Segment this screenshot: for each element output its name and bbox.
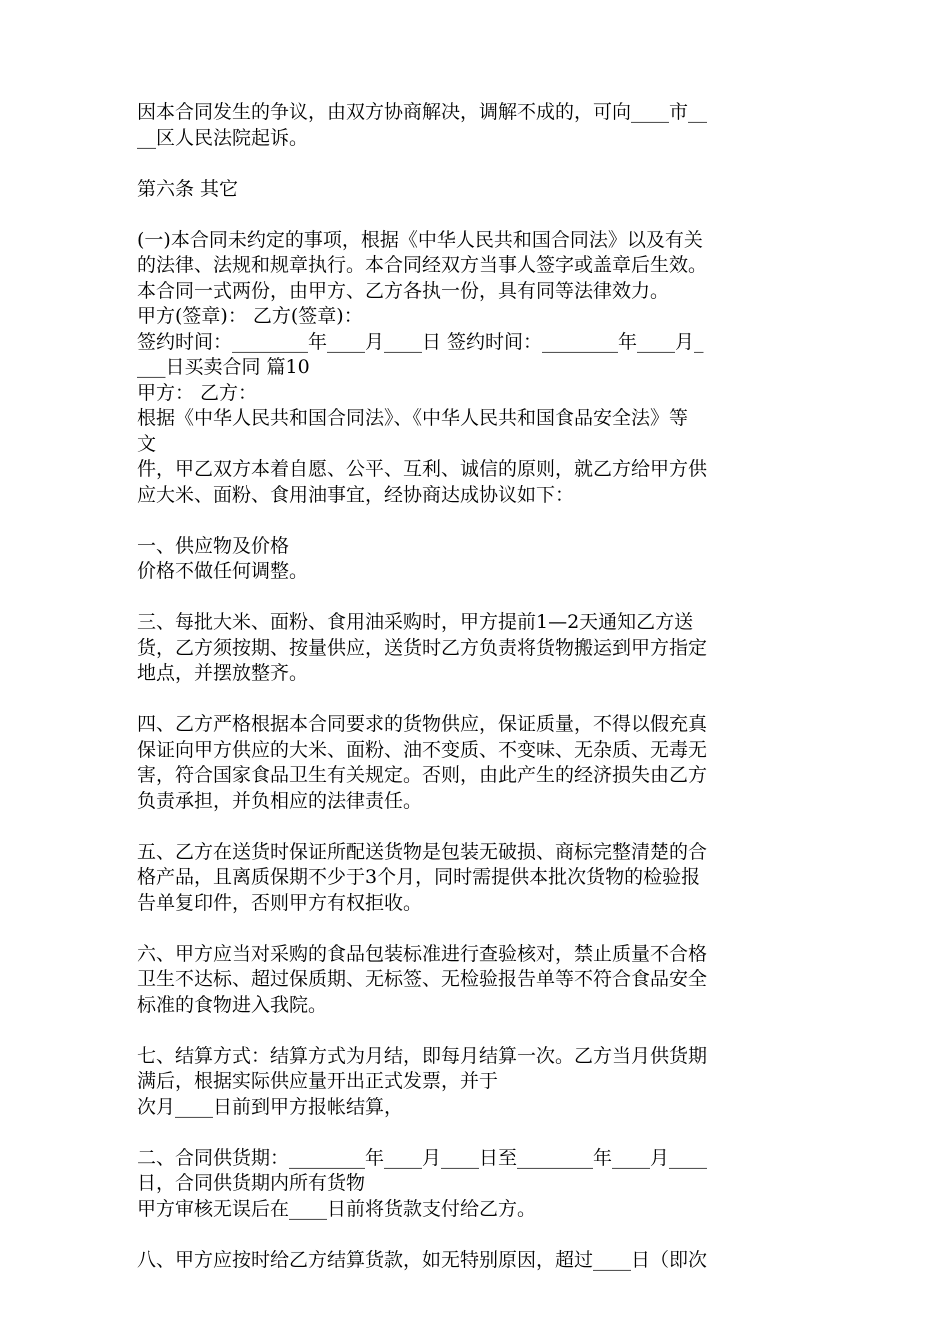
text-line: 四、乙方严格根据本合同要求的货物供应，保证质量，不得以假充真 — [137, 713, 708, 735]
text-line: 因本合同发生的争议，由双方协商解决，调解不成的，可向____市__ — [137, 101, 708, 123]
text-line: (一)本合同未约定的事项，根据《中华人民共和国合同法》以及有关 — [137, 228, 703, 251]
text-line: 三、每批大米、面粉、食用油采购时，甲方提前1—2天通知乙方送 — [137, 611, 694, 633]
text-line: 满后，根据实际供应量开出正式发票，并于 — [137, 1070, 499, 1092]
text-line: 应大米、面粉、食用油事宜，经协商达成协议如下： — [137, 483, 575, 506]
text-line: 根据《中华人民共和国合同法》、《中华人民共和国食品安全法》等 — [137, 407, 689, 429]
text-line: 签约时间：________年____月____日 签约时间：________年____月_ — [137, 330, 704, 353]
blank-line — [137, 1120, 817, 1146]
text-line: 五、乙方在送货时保证所配送货物是包装无破损、商标完整清楚的合 — [137, 840, 708, 863]
text-line: 件，甲乙双方本着自愿、公平、互利、诚信的原则，就乙方给甲方供 — [137, 458, 708, 480]
blank-line — [137, 687, 817, 713]
document-body — [137, 100, 817, 1273]
text-line: __区人民法院起诉。 — [137, 126, 309, 149]
text-line: 标准的食物进入我院。 — [137, 993, 328, 1016]
blank-line — [137, 202, 817, 228]
text-line: 负责承担，并负相应的法律责任。 — [137, 789, 423, 812]
text-line: 日，合同供货期内所有货物 — [137, 1172, 366, 1194]
blank-line — [137, 151, 817, 177]
text-line: 价格不做任何调整。 — [137, 560, 309, 582]
text-line: 七、结算方式：结算方式为月结，即每月结算一次。乙方当月供货期 — [137, 1044, 708, 1067]
text-line: 地点，并摆放整齐。 — [137, 662, 309, 684]
text-line: 六、甲方应当对采购的食品包装标准进行查验核对，禁止质量不合格 — [137, 942, 708, 965]
text-line: 本合同一式两份，由甲方、乙方各执一份，具有同等法律效力。 — [137, 279, 670, 302]
text-line: 次月____日前到甲方报帐结算， — [137, 1095, 404, 1118]
text-line: 一、供应物及价格 — [137, 534, 290, 557]
text-line: 文 — [137, 432, 157, 455]
blank-line — [137, 1018, 817, 1044]
text-line: ___日买卖合同 篇10 — [137, 356, 310, 378]
text-line: 甲方(签章)： 乙方(签章)： — [137, 305, 363, 327]
text-line: 卫生不达标、超过保质期、无标签、无检验报告单等不符合食品安全 — [137, 968, 708, 990]
blank-line — [137, 814, 817, 840]
text-line: 害，符合国家食品卫生有关规定。否则，由此产生的经济损失由乙方 — [137, 764, 708, 786]
text-line: 二、合同供货期：________年____月____日至________年____月____ — [137, 1146, 708, 1169]
text-line: 甲方审核无误后在____日前将货款支付给乙方。 — [137, 1197, 537, 1220]
blank-line — [137, 916, 817, 942]
text-line: 格产品，且离质保期不少于3个月，同时需提供本批次货物的检验报 — [137, 866, 701, 888]
text-line: 货，乙方须按期、按量供应，送货时乙方负责将货物搬运到甲方指定 — [137, 636, 708, 659]
text-line: 保证向甲方供应的大米、面粉、油不变质、不变味、无杂质、无毒无 — [137, 738, 708, 761]
text-line: 第六条 其它 — [137, 177, 239, 200]
text-line: 甲方： 乙方： — [137, 381, 258, 404]
blank-line — [137, 1222, 817, 1248]
text-line: 的法律、法规和规章执行。本合同经双方当事人签字或盖章后生效。 — [137, 254, 708, 276]
blank-line — [137, 585, 817, 611]
blank-line — [137, 508, 817, 534]
text-line: 告单复印件，否则甲方有权拒收。 — [137, 891, 423, 914]
text-line: 八、甲方应按时给乙方结算货款，如无特别原因，超过____日（即次 — [137, 1248, 708, 1271]
